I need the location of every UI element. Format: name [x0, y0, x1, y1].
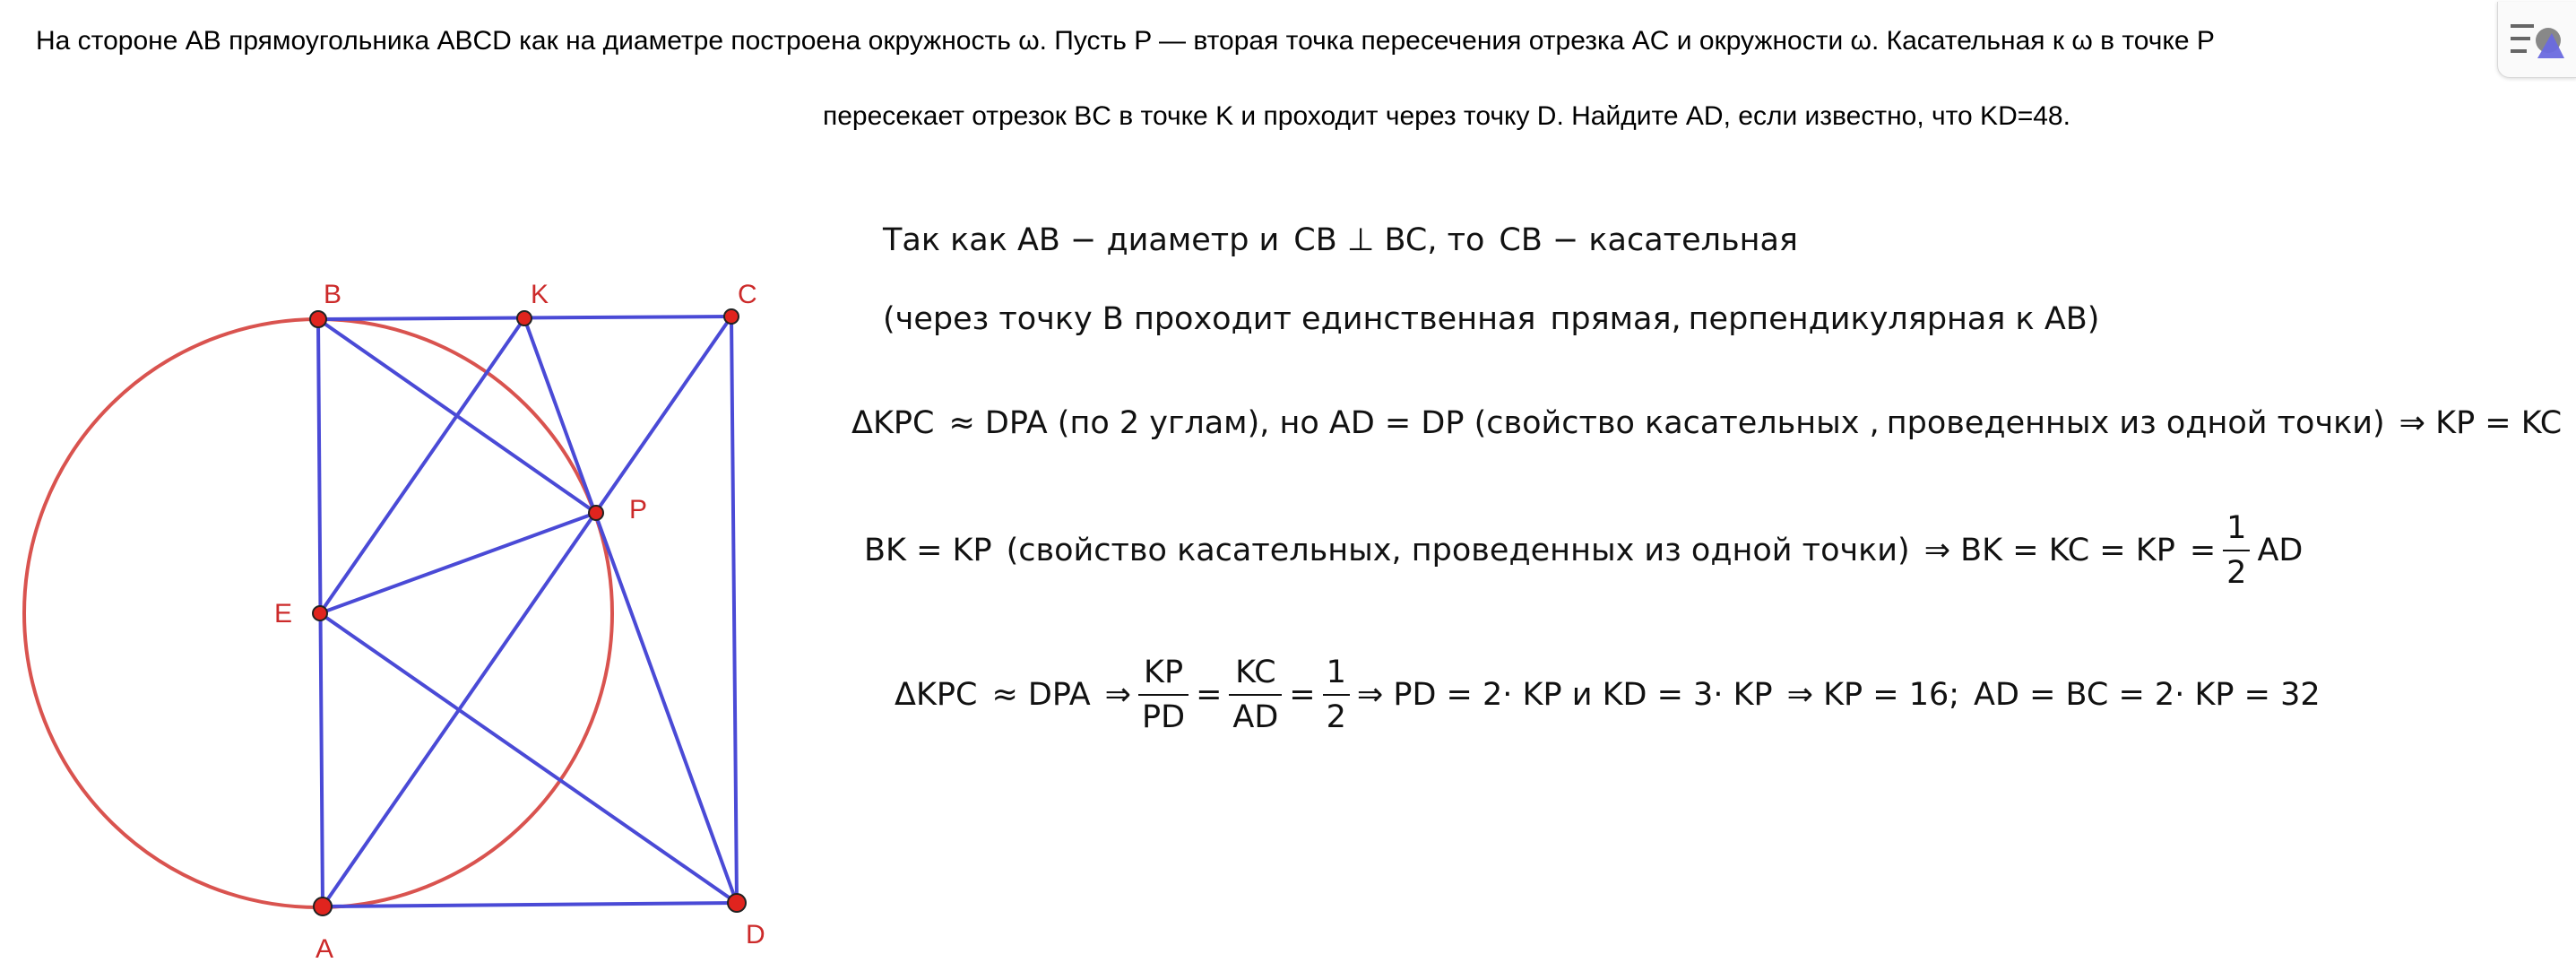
segment-EK — [320, 318, 524, 613]
solution-3-part-d: ⇒ KP = KC — [2399, 405, 2563, 441]
fraction-one-half — [2223, 510, 2250, 591]
point-C[interactable] — [724, 309, 739, 324]
label-C: C — [738, 280, 757, 309]
solution-1-part-a: Так как AB − диаметр и — [883, 222, 1280, 258]
solution-2-part-c: перпендикулярная к AB) — [1688, 301, 2100, 337]
solution-4-part-a: BK = KP — [864, 533, 992, 568]
solution-5-eq-1: = — [1196, 677, 1223, 713]
solution-4-part-b: (свойство касательных, проведенных из одной точки) — [1006, 533, 1910, 568]
point-K[interactable] — [517, 311, 532, 325]
point-D[interactable] — [728, 894, 746, 912]
fraction-numerator: KP — [1144, 655, 1184, 690]
problem-statement-line-1: На стороне AB прямоугольника ABCD как на диаметре построена окружность ω. Пусть P — вторая точка пересечения отрезка AC и окружности ω. Касательная к ω в точке P — [36, 26, 2215, 56]
solution-1-part-b: CB ⊥ BC, то — [1293, 222, 1485, 258]
solution-5-part-c: ⇒ — [1104, 677, 1131, 713]
label-B: B — [324, 280, 342, 309]
solution-line-2 — [883, 294, 2099, 344]
solution-line-5 — [895, 646, 2321, 744]
geometry-diagram — [0, 0, 807, 980]
fraction-denominator: PD — [1142, 699, 1186, 735]
menu-button[interactable] — [2497, 2, 2576, 78]
fraction-denominator: 2 — [2226, 555, 2247, 591]
fraction-numerator: 1 — [1326, 655, 1346, 690]
fraction-denominator: AD — [1232, 699, 1279, 735]
solution-4-part-c: ⇒ BK = KC = KP — [1923, 533, 2175, 568]
segment-KD — [524, 318, 737, 903]
solution-4-part-e: AD — [2257, 533, 2304, 568]
solution-5-eq-2: = — [1289, 677, 1316, 713]
solution-3-part-a: ΔKPC — [851, 405, 935, 441]
solution-3-part-c: проведенных из одной точки) — [1886, 405, 2385, 441]
point-B[interactable] — [310, 311, 326, 327]
solution-2-part-a: (через точку B проходит единственная — [883, 301, 1536, 337]
solution-1-part-c: CB − касательная — [1499, 222, 1798, 258]
point-A[interactable] — [314, 898, 332, 915]
solution-line-4 — [864, 507, 2303, 594]
label-K: K — [531, 280, 549, 309]
solution-line-1 — [883, 215, 1798, 265]
label-P: P — [629, 495, 648, 525]
solution-5-part-e: ⇒ KP = 16; — [1786, 677, 1960, 713]
solution-4-part-d: = — [2189, 533, 2217, 568]
solution-line-3 — [851, 398, 2562, 448]
solution-5-part-d: ⇒ PD = 2· KP и KD = 3· KP — [1356, 677, 1773, 713]
problem-statement-line-2: пересекает отрезок BC в точке K и проходит через точку D. Найдите AD, если известно, что KD=48. — [823, 101, 2070, 131]
fraction-numerator: KC — [1235, 655, 1276, 690]
point-E[interactable] — [313, 606, 327, 620]
fraction-one-half — [1323, 655, 1350, 735]
solution-5-part-b: ≈ DPA — [991, 677, 1091, 713]
solution-3-part-b: ≈ DPA (по 2 углам), но AD = DP (свойство касательных , — [948, 405, 1880, 441]
label-A: A — [316, 934, 334, 964]
solution-2-part-b: прямая, — [1550, 301, 1681, 337]
solution-5-part-f: AD = BC = 2· KP = 32 — [1974, 677, 2321, 713]
point-P[interactable] — [589, 506, 603, 520]
label-E: E — [274, 599, 293, 629]
fraction-kp-pd — [1138, 655, 1189, 735]
menu-shapes-icon — [2509, 17, 2566, 62]
fraction-kc-ad — [1229, 655, 1282, 735]
segment-EP — [320, 513, 596, 613]
label-D: D — [746, 920, 765, 950]
segment-DA — [323, 903, 737, 906]
segment-ED — [320, 613, 737, 903]
fraction-numerator: 1 — [2226, 510, 2247, 546]
solution-5-part-a: ΔKPC — [895, 677, 978, 713]
segment-CD — [731, 317, 737, 903]
fraction-denominator: 2 — [1326, 699, 1346, 735]
